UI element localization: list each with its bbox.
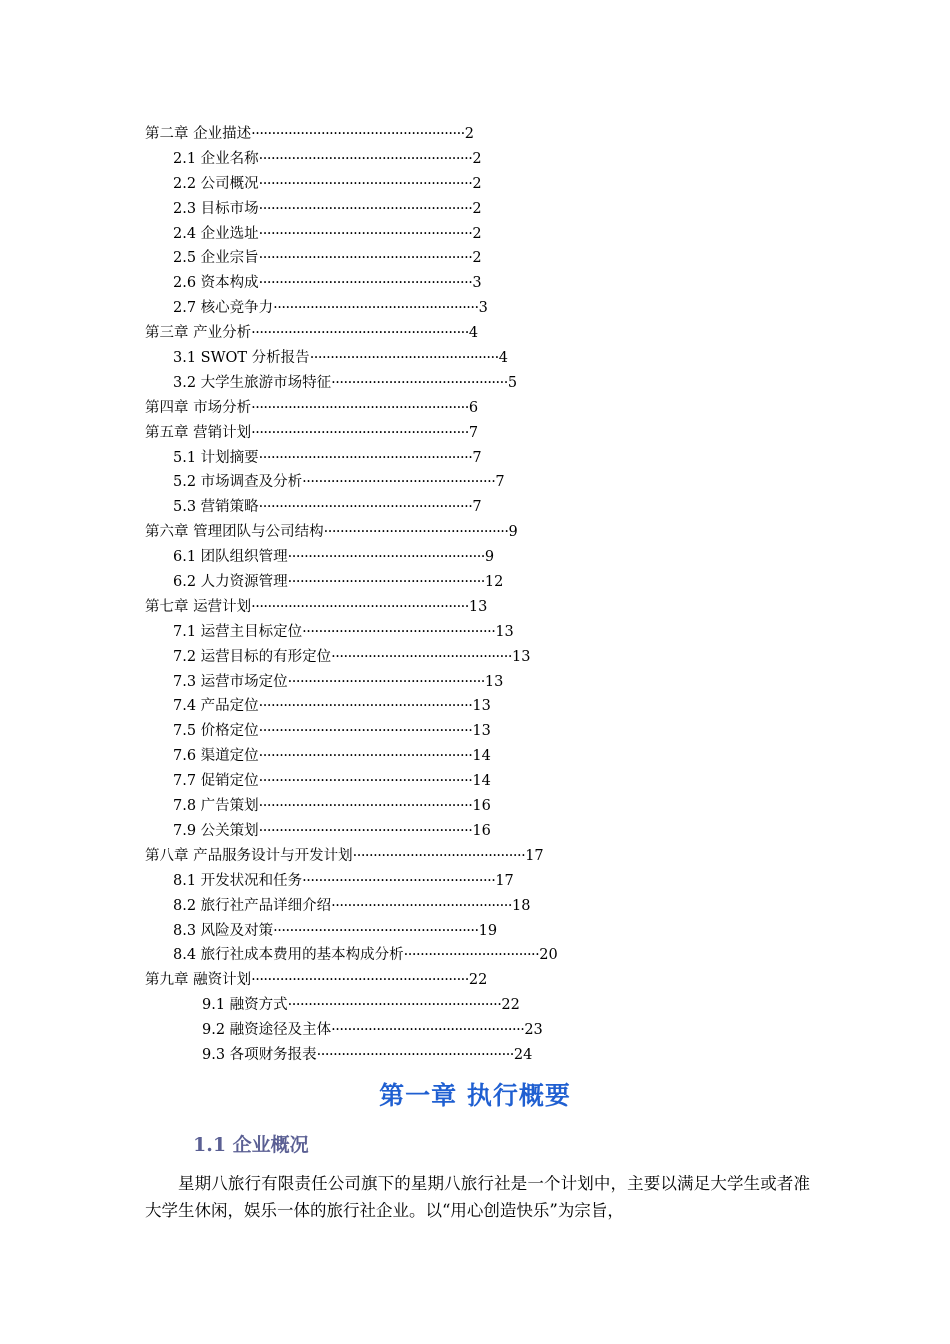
toc-entry-label: 7.3 运营市场定位 bbox=[173, 673, 288, 690]
toc-entry[interactable] bbox=[0, 197, 950, 222]
toc-entry[interactable] bbox=[0, 844, 950, 869]
toc-leader-dots: ····················································· bbox=[251, 972, 469, 989]
toc-leader-dots: ·················································· bbox=[273, 922, 479, 939]
toc-page-number: 22 bbox=[468, 972, 488, 989]
toc-entry[interactable] bbox=[0, 1018, 950, 1043]
toc-leader-dots: ···················································· bbox=[258, 225, 473, 242]
toc-leader-dots: ···················································· bbox=[287, 997, 502, 1014]
toc-entry-label: 第八章 产品服务设计与开发计划 bbox=[145, 847, 353, 864]
toc-entry[interactable] bbox=[0, 694, 950, 719]
toc-leader-dots: ················································ bbox=[287, 574, 485, 591]
toc-page-number: 13 bbox=[484, 673, 504, 690]
toc-page-number: 6 bbox=[468, 399, 479, 416]
toc-entry-label: 9.2 融资途径及主体 bbox=[202, 1022, 332, 1039]
toc-entry-label: 第六章 管理团队与公司结构 bbox=[145, 524, 324, 541]
toc-page-number: 9 bbox=[508, 524, 518, 541]
toc-entry[interactable] bbox=[0, 147, 950, 172]
toc-leader-dots: ··············································· bbox=[302, 623, 496, 640]
toc-page-number: 19 bbox=[478, 922, 498, 939]
toc-entry-label: 7.9 公关策划 bbox=[173, 822, 259, 839]
toc-page-number: 13 bbox=[468, 598, 488, 615]
toc-entry[interactable] bbox=[0, 346, 950, 371]
toc-entry[interactable] bbox=[0, 1043, 950, 1068]
toc-leader-dots: ··············································· bbox=[302, 474, 496, 491]
toc-entry[interactable] bbox=[0, 595, 950, 620]
toc-page-number: 7 bbox=[468, 424, 479, 441]
toc-entry[interactable] bbox=[0, 769, 950, 794]
toc-entry-label: 第二章 企业描述 bbox=[145, 126, 252, 142]
toc-entry[interactable] bbox=[0, 246, 950, 271]
toc-entry[interactable] bbox=[0, 545, 950, 570]
toc-leader-dots: ···················································· bbox=[258, 499, 473, 516]
toc-page-number: 2 bbox=[472, 150, 482, 167]
toc-page-number: 16 bbox=[472, 798, 491, 815]
toc-leader-dots: ····················································· bbox=[251, 424, 469, 441]
toc-entry[interactable] bbox=[0, 470, 950, 495]
toc-page-number: 3 bbox=[478, 300, 488, 317]
toc-entry-label: 5.2 市场调查及分析 bbox=[173, 474, 303, 491]
toc-entry-label: 2.2 公司概况 bbox=[173, 175, 259, 192]
toc-page-number: 4 bbox=[468, 325, 479, 342]
toc-page-number: 17 bbox=[495, 872, 514, 889]
toc-entry-label: 7.1 运营主目标定位 bbox=[173, 623, 303, 640]
toc-entry[interactable] bbox=[0, 919, 950, 944]
toc-entry[interactable] bbox=[0, 570, 950, 595]
toc-entry-label: 3.2 大学生旅游市场特征 bbox=[173, 374, 332, 391]
toc-entry[interactable] bbox=[0, 719, 950, 744]
toc-entry[interactable] bbox=[0, 819, 950, 844]
body-paragraph: 星期八旅行有限责任公司旗下的星期八旅行社是一个计划中，主要以满足大学生或者准大学生休闲，娱乐一体的旅行社企业。以“用心创造快乐”为宗旨， bbox=[145, 1174, 810, 1220]
toc-page-number: 9 bbox=[484, 549, 495, 566]
section-title: 1.1 企业概况 bbox=[193, 1134, 309, 1156]
toc-leader-dots: ···················································· bbox=[258, 822, 473, 839]
toc-page-number: 12 bbox=[484, 574, 504, 591]
toc-entry[interactable] bbox=[0, 396, 950, 421]
toc-entry-label: 6.2 人力资源管理 bbox=[173, 574, 288, 591]
toc-entry[interactable] bbox=[0, 495, 950, 520]
toc-entry[interactable] bbox=[0, 222, 950, 247]
toc-leader-dots: ···················································· bbox=[258, 275, 473, 292]
toc-page-number: 13 bbox=[511, 648, 531, 665]
toc-entry-label: 2.3 目标市场 bbox=[173, 200, 259, 217]
toc-page-number: 2 bbox=[464, 126, 475, 142]
toc-page-number: 3 bbox=[472, 275, 482, 292]
toc-entry-label: 5.1 计划摘要 bbox=[173, 449, 259, 466]
toc-entry[interactable] bbox=[0, 794, 950, 819]
toc-leader-dots: ··············································· bbox=[331, 1022, 525, 1039]
toc-entry-label: 8.3 风险及对策 bbox=[173, 922, 274, 939]
toc-page-number: 14 bbox=[472, 773, 491, 790]
toc-page-number: 22 bbox=[501, 997, 520, 1014]
table-of-contents bbox=[0, 122, 950, 1068]
toc-leader-dots: ································· bbox=[403, 947, 540, 964]
toc-entry-label: 第七章 运营计划 bbox=[145, 598, 252, 615]
toc-entry-label: 2.7 核心竞争力 bbox=[173, 300, 274, 317]
toc-entry-label: 7.2 运营目标的有形定位 bbox=[173, 648, 332, 665]
toc-leader-dots: ···················································· bbox=[251, 126, 465, 142]
toc-leader-dots: ····················································· bbox=[251, 325, 469, 342]
toc-entry[interactable] bbox=[0, 421, 950, 446]
toc-entry-label: 5.3 营销策略 bbox=[173, 499, 259, 516]
toc-entry[interactable] bbox=[0, 993, 950, 1018]
toc-leader-dots: ···················································· bbox=[258, 175, 473, 192]
toc-leader-dots: ·················································· bbox=[273, 300, 479, 317]
toc-leader-dots: ················································ bbox=[287, 549, 485, 566]
toc-entry[interactable] bbox=[0, 894, 950, 919]
toc-entry-label: 8.1 开发状况和任务 bbox=[173, 872, 303, 889]
toc-page-number: 2 bbox=[472, 200, 482, 217]
toc-leader-dots: ··············································· bbox=[302, 872, 496, 889]
toc-entry-label: 9.3 各项财务报表 bbox=[202, 1046, 317, 1063]
toc-leader-dots: ····················································· bbox=[251, 598, 469, 615]
toc-leader-dots: ·············································· bbox=[309, 350, 499, 367]
toc-leader-dots: ···················································· bbox=[258, 698, 473, 715]
toc-page-number: 4 bbox=[498, 350, 508, 367]
toc-leader-dots: ············································· bbox=[323, 524, 509, 541]
toc-entry-label: 7.8 广告策划 bbox=[173, 798, 259, 815]
toc-entry-label: 3.1 SWOT 分析报告 bbox=[173, 350, 310, 367]
toc-leader-dots: ···················································· bbox=[258, 773, 473, 790]
toc-entry-label: 8.2 旅行社产品详细介绍 bbox=[173, 897, 332, 914]
toc-entry-label: 第四章 市场分析 bbox=[145, 399, 252, 416]
toc-entry-label: 第五章 营销计划 bbox=[145, 424, 252, 441]
chapter-title: 第一章 执行概要 bbox=[379, 1081, 571, 1110]
toc-entry[interactable] bbox=[0, 869, 950, 894]
toc-entry-label: 2.4 企业选址 bbox=[173, 225, 259, 242]
toc-entry-label: 2.5 企业宗旨 bbox=[173, 250, 259, 267]
toc-entry-label: 2.1 企业名称 bbox=[173, 150, 259, 167]
toc-leader-dots: ············································ bbox=[331, 648, 512, 665]
toc-entry-label: 7.6 渠道定位 bbox=[173, 748, 259, 765]
toc-leader-dots: ···················································· bbox=[258, 250, 473, 267]
toc-leader-dots: ·········································· bbox=[352, 847, 526, 864]
toc-entry[interactable] bbox=[0, 620, 950, 645]
toc-page-number: 5 bbox=[507, 374, 518, 391]
toc-leader-dots: ··········································· bbox=[331, 374, 508, 391]
toc-leader-dots: ···················································· bbox=[258, 723, 473, 740]
toc-entry[interactable] bbox=[0, 172, 950, 197]
toc-entry[interactable] bbox=[0, 122, 950, 147]
toc-page-number: 14 bbox=[472, 748, 491, 765]
toc-entry-label: 9.1 融资方式 bbox=[202, 997, 288, 1014]
toc-entry-label: 第三章 产业分析 bbox=[145, 325, 252, 342]
toc-entry-label: 2.6 资本构成 bbox=[173, 275, 259, 292]
toc-entry-label: 8.4 旅行社成本费用的基本构成分析 bbox=[173, 947, 404, 964]
toc-entry[interactable] bbox=[0, 670, 950, 695]
toc-leader-dots: ···················································· bbox=[258, 449, 473, 466]
toc-page-number: 2 bbox=[472, 225, 482, 242]
toc-page-number: 13 bbox=[472, 698, 491, 715]
toc-page-number: 7 bbox=[495, 474, 505, 491]
toc-entry[interactable] bbox=[0, 968, 950, 993]
toc-entry-label: 7.5 价格定位 bbox=[173, 723, 259, 740]
toc-page-number: 2 bbox=[472, 250, 482, 267]
toc-page-number: 23 bbox=[524, 1022, 543, 1039]
toc-entry[interactable] bbox=[0, 943, 950, 968]
toc-leader-dots: ····················································· bbox=[251, 399, 469, 416]
toc-entry[interactable] bbox=[0, 744, 950, 769]
toc-leader-dots: ············································ bbox=[331, 897, 512, 914]
toc-page-number: 13 bbox=[495, 623, 514, 640]
toc-page-number: 2 bbox=[472, 175, 482, 192]
toc-entry[interactable] bbox=[0, 371, 950, 396]
toc-page-number: 18 bbox=[511, 897, 531, 914]
toc-leader-dots: ················································ bbox=[316, 1046, 514, 1063]
toc-entry[interactable] bbox=[0, 446, 950, 471]
toc-leader-dots: ···················································· bbox=[258, 150, 473, 167]
toc-page-number: 7 bbox=[472, 499, 482, 516]
toc-leader-dots: ···················································· bbox=[258, 200, 473, 217]
toc-page-number: 16 bbox=[472, 822, 491, 839]
toc-entry-label: 7.7 促销定位 bbox=[173, 773, 259, 790]
toc-entry[interactable] bbox=[0, 296, 950, 321]
toc-entry[interactable] bbox=[0, 271, 950, 296]
toc-leader-dots: ···················································· bbox=[258, 798, 473, 815]
toc-entry-label: 第九章 融资计划 bbox=[145, 972, 252, 989]
toc-entry-label: 7.4 产品定位 bbox=[173, 698, 259, 715]
toc-leader-dots: ···················································· bbox=[258, 748, 473, 765]
toc-page-number: 20 bbox=[539, 947, 558, 964]
toc-leader-dots: ················································ bbox=[287, 673, 485, 690]
toc-entry-label: 6.1 团队组织管理 bbox=[173, 549, 288, 566]
toc-page-number: 13 bbox=[472, 723, 491, 740]
toc-page-number: 17 bbox=[525, 847, 544, 864]
toc-entry[interactable] bbox=[0, 321, 950, 346]
toc-entry[interactable] bbox=[0, 520, 950, 545]
toc-entry[interactable] bbox=[0, 645, 950, 670]
toc-page-number: 7 bbox=[472, 449, 482, 466]
toc-page-number: 24 bbox=[513, 1046, 533, 1063]
